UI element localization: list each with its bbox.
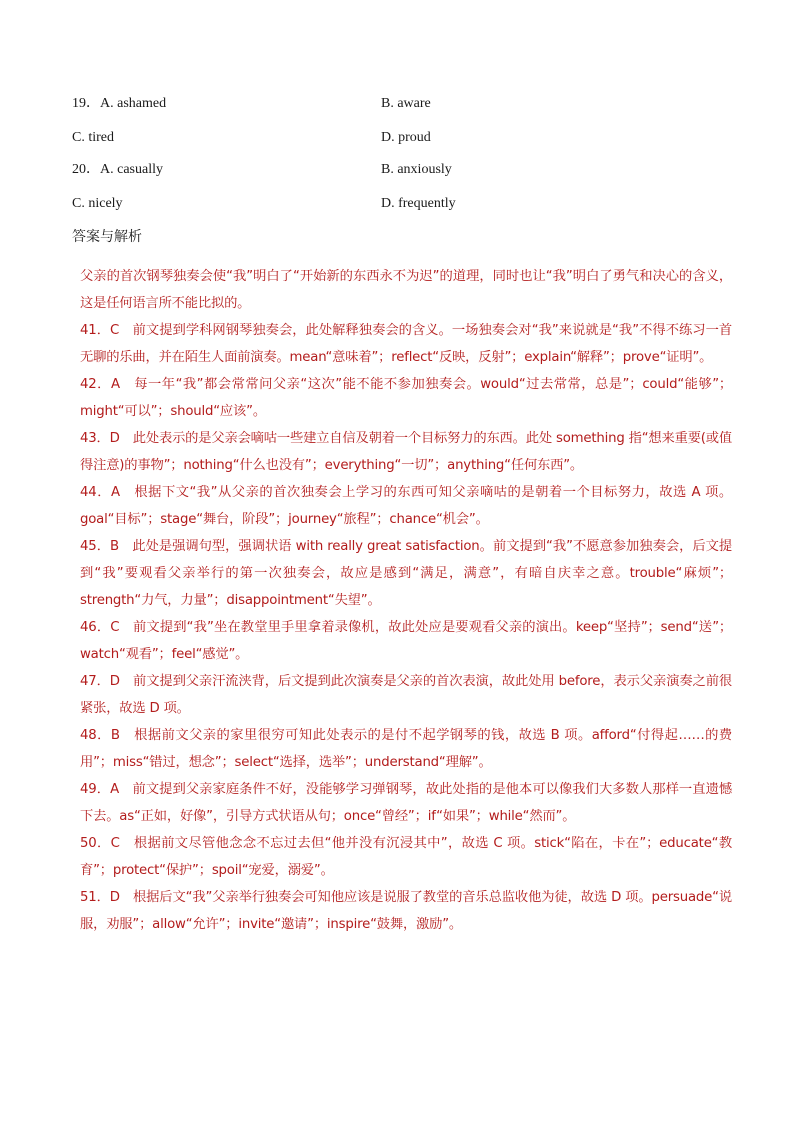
section-title: 答案与解析 bbox=[72, 229, 142, 245]
question-20-option-c: C. nicely bbox=[72, 196, 123, 211]
answer-item: 41．C 前文提到学科网钢琴独奏会，此处解释独奏会的含义。一场独奏会对“我”来说就是“我”不得不练习一首无聊的乐曲，并在陌生人面前演奏。mean“意味着”；reflect“反映，反射”；explain“解释”；prove“证明”。 bbox=[80, 323, 732, 365]
question-19-option-a: 19．A. ashamed bbox=[72, 96, 167, 111]
question-20-option-d: D. frequently bbox=[381, 196, 456, 211]
answer-item: 46．C 前文提到“我”坐在教堂里手里拿着录像机，故此处应是要观看父亲的演出。keep“坚持”；send“送”；watch“观看”；feel“感觉”。 bbox=[80, 620, 732, 662]
question-19-option-d: D. proud bbox=[381, 130, 431, 145]
question-20-option-a: 20．A. casually bbox=[72, 162, 163, 177]
answer-item: 51．D 根据后文“我”父亲举行独奏会可知他应该是说服了教堂的音乐总监收他为徒，故选 D 项。persuade“说服，劝服”；allow“允许”；invite“邀请”；inspire“鼓舞，激励”。 bbox=[80, 890, 732, 932]
answer-explanations bbox=[80, 263, 732, 938]
answer-item: 49．A 前文提到父亲家庭条件不好，没能够学习弹钢琴，故此处指的是他本可以像我们大多数人那样一直遗憾下去。as“正如，好像”，引导方式状语从句；once“曾经”；if“如果”；while“然而”。 bbox=[80, 782, 732, 824]
answer-intro: 父亲的首次钢琴独奏会使“我”明白了“开始新的东西永不为迟”的道理，同时也让“我”明白了勇气和决心的含义，这是任何语言所不能比拟的。 bbox=[80, 269, 732, 311]
question-20-option-b: B. anxiously bbox=[381, 162, 452, 177]
answer-item: 43．D 此处表示的是父亲会嘀咕一些建立自信及朝着一个目标努力的东西。此处 something 指“想来重要(或值得注意)的事物”；nothing“什么也没有”；everything“一切”；anything“任何东西”。 bbox=[80, 431, 732, 473]
answer-item: 45．B 此处是强调句型，强调状语 with really great satisfaction。前文提到“我”不愿意参加独奏会，后文提到“我”要观看父亲举行的第一次独奏会，故应是感到“满足，满意”，有暗自庆幸之意。trouble“麻烦”；strength“力气，力量”；disappointment“失望”。 bbox=[80, 539, 732, 608]
answer-item: 42．A 每一年“我”都会常常问父亲“这次”能不能不参加独奏会。would“过去常常，总是”；could“能够”；might“可以”；should“应该”。 bbox=[80, 377, 732, 419]
answer-item: 47．D 前文提到父亲汗流浃背，后文提到此次演奏是父亲的首次表演，故此处用 before，表示父亲演奏之前很紧张，故选 D 项。 bbox=[80, 674, 732, 716]
answer-item: 44．A 根据下文“我”从父亲的首次独奏会上学习的东西可知父亲嘀咕的是朝着一个目标努力，故选 A 项。goal“目标”；stage“舞台，阶段”；journey“旅程”；chance“机会”。 bbox=[80, 485, 732, 527]
question-19-option-b: B. aware bbox=[381, 96, 431, 111]
answer-item: 48．B 根据前文父亲的家里很穷可知此处表示的是付不起学钢琴的钱，故选 B 项。afford“付得起……的费用”；miss“错过，想念”；select“选择，选举”；understand“理解”。 bbox=[80, 728, 732, 770]
answer-item: 50．C 根据前文尽管他念念不忘过去但“他并没有沉浸其中”，故选 C 项。stick“陷在，卡在”；educate“教育”；protect“保护”；spoil“宠爱，溺爱”。 bbox=[80, 836, 732, 878]
question-19-option-c: C. tired bbox=[72, 130, 114, 145]
